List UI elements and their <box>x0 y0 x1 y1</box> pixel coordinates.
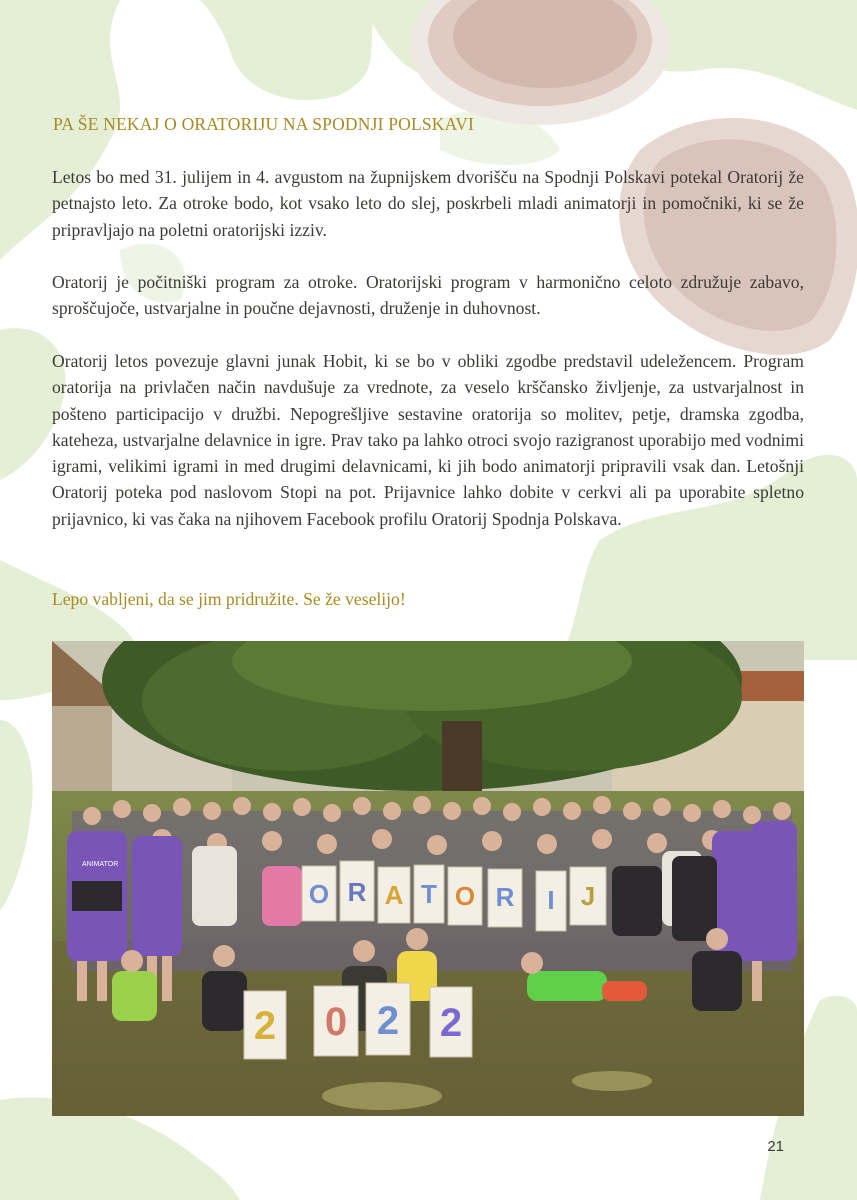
year-card-digit: 2 <box>439 1001 463 1045</box>
group-photo-illustration <box>52 641 804 1116</box>
paragraph-intro: Letos bo med 31. julijem in 4. avgustom na župnijskem dvorišču na Spodnji Polskavi potekal Oratorij že petnajsto leto. Za otroke bodo, kot vsako leto do slej, poskrbeli mladi animatorji in pomočniki, ki se že pripravljajo na poletni oratorijski izziv. <box>52 167 804 240</box>
paragraph-details: Oratorij letos povezuje glavni junak Hobit, ki se bo v obliki zgodbe predstavil udeležencem. Program oratorija na privlačen način navdušuje za vrednote, za veselo krščansko življenje, za ustvarjalnost in pošteno participacijo v družbi. Nepogrešljive sestavine oratorija so molitev, petje, dramska zgodba, kateheza, ustvarjalne delavnice in igre. Prav tako pa lahko otroci svojo razigranost uporabijo med vodnimi igrami, velikimi igrami in med drugimi delavnicami, ki jih bodo animatorji pripravili vsak dan. Letošnji Oratorij poteka pod naslovom Stopi na pot. Prijavnice lahko dobite v cerkvi ali pa uporabite spletno prijavnico, ki vas čaka na njihovem Facebook profilu Oratorij Spodnja Polskava. <box>52 351 804 529</box>
sign-letter: T <box>421 879 437 909</box>
year-card-digit: 2 <box>376 999 400 1043</box>
group-photo <box>52 641 804 1116</box>
year-sign <box>244 983 472 1059</box>
paragraph-program: Oratorij je počitniški program za otroke. Oratorijski program v harmonično celoto združuje zabavo, sproščujoče, ustvarjalne in poučne dejavnosti, druženje in duhovnost. <box>52 272 804 319</box>
sign-letter: O <box>454 881 476 911</box>
year-card-digit: 0 <box>324 1000 348 1044</box>
year-card-digit: 2 <box>253 1004 277 1048</box>
sign-letter: J <box>580 881 596 911</box>
shirt-print: ANIMATOR <box>82 861 119 868</box>
sign-letter: O <box>308 879 330 909</box>
sign-letter: A <box>384 880 404 910</box>
page-number: 21 <box>767 1138 784 1155</box>
sign-letter: R <box>347 877 367 907</box>
section-heading: PA ŠE NEKAJ O ORATORIJU NA SPODNJI POLSKAVI <box>53 114 475 134</box>
closing-invitation: Lepo vabljeni, da se jim pridružite. Se že veselijo! <box>52 589 406 609</box>
sign-letter: R <box>495 882 515 912</box>
oratorij-sign <box>302 861 606 931</box>
sign-letter: I <box>547 885 555 915</box>
